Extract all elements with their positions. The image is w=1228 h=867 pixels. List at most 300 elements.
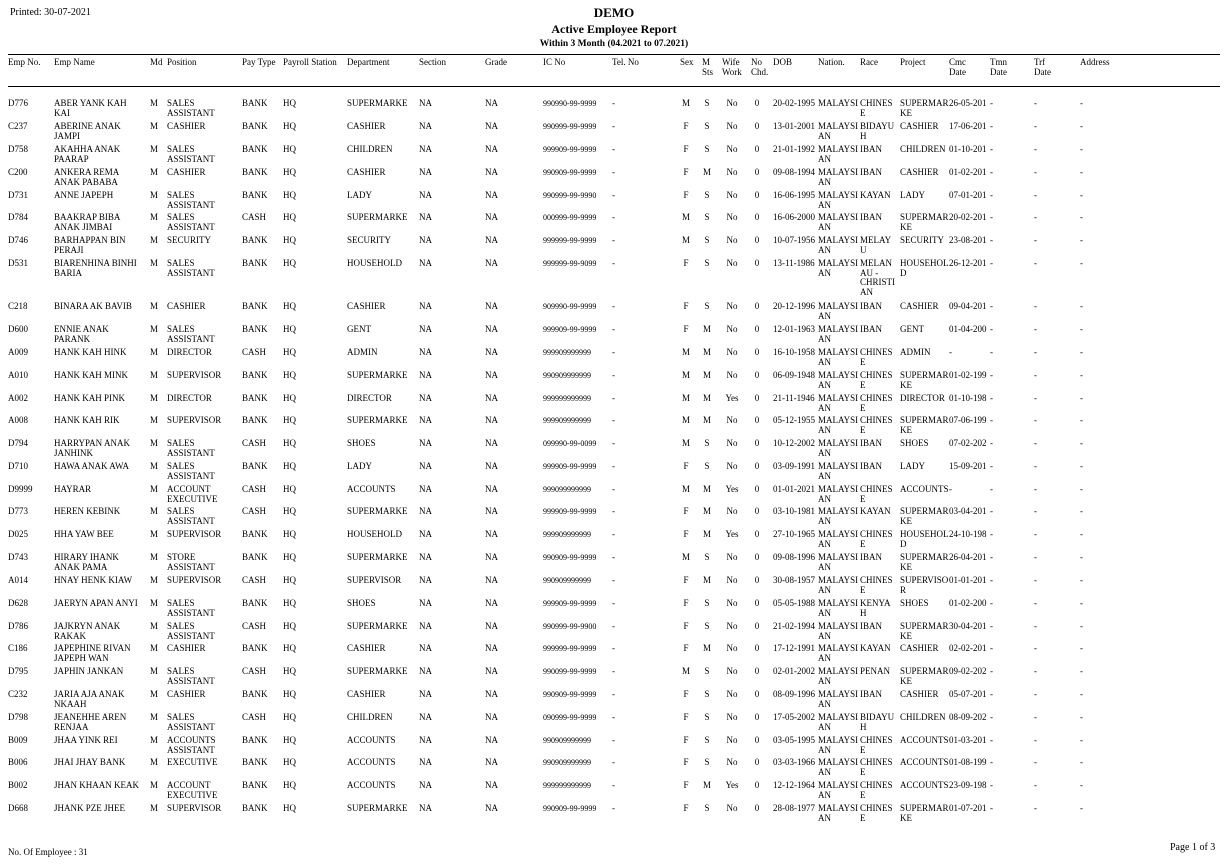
cell-position: SECURITY [167, 235, 212, 245]
cell-tmn-date: - [990, 415, 993, 425]
cell-position: STORE ASSISTANT [167, 552, 215, 572]
cell-cmc-date: 09-02-202 [949, 666, 987, 676]
cell-ic-no: 999909999999 [543, 530, 591, 539]
cell-tmn-date: - [990, 301, 993, 311]
cell-trf-date: - [1034, 712, 1037, 722]
cell-emp-name: ABER YANK KAH KAI [54, 98, 127, 118]
cell-sex: F [683, 621, 689, 631]
cell-project: SUPERMAR KE [900, 370, 949, 390]
cell-address: - [1080, 415, 1083, 425]
cell-m-sts: M [702, 324, 711, 334]
cell-emp-no: D025 [8, 529, 28, 539]
cell-trf-date: - [1034, 235, 1037, 245]
cell-nation: MALAYSI AN [818, 258, 859, 278]
cell-dob: 28-08-1977 [773, 803, 815, 813]
cell-race: CHINES E [860, 575, 893, 595]
cell-project: SUPERMAR KE [900, 621, 949, 641]
cell-m-sts: S [704, 552, 710, 562]
cell-emp-name: JAPEPHINE RIVAN JAPEPH WAN [54, 643, 131, 663]
cell-trf-date: - [1034, 324, 1037, 334]
cell-sex: F [683, 121, 689, 131]
cell-trf-date: - [1034, 370, 1037, 380]
cell-race: CHINES E [860, 415, 893, 435]
cell-address: - [1080, 121, 1083, 131]
cell-m-sts: S [704, 301, 710, 311]
cell-ic-no: 999999999999 [543, 394, 591, 403]
table-row [0, 781, 1228, 803]
cell-tmn-date: - [990, 689, 993, 699]
cell-race: IBAN [860, 552, 882, 562]
column-header-payroll-station: Payroll Station [283, 57, 337, 67]
cell-m-sts: S [704, 757, 710, 767]
cell-pay-type: BANK [242, 190, 268, 200]
cell-pay-type: CASH [242, 438, 267, 448]
cell-md: M [150, 258, 159, 268]
table-row [0, 622, 1228, 644]
cell-grade: NA [485, 621, 498, 631]
cell-section: NA [419, 144, 432, 154]
cell-emp-name: ENNIE ANAK PARANK [54, 324, 109, 344]
table-row [0, 804, 1228, 826]
cell-emp-name: HAYRAR [54, 484, 92, 494]
cell-m-sts: M [702, 529, 711, 539]
cell-emp-name: JHAI JHAY BANK [54, 757, 126, 767]
cell-grade: NA [485, 575, 498, 585]
cell-md: M [150, 301, 159, 311]
cell-position: SALES ASSISTANT [167, 258, 215, 278]
cell-nation: MALAYSI AN [818, 689, 859, 709]
cell-dob: 17-12-1991 [773, 643, 815, 653]
cell-m-sts: M [702, 575, 711, 585]
cell-nation: MALAYSI AN [818, 212, 859, 232]
table-row [0, 690, 1228, 712]
cell-tel-no: - [612, 552, 615, 562]
cell-tmn-date: - [990, 98, 993, 108]
cell-grade: NA [485, 324, 498, 334]
cell-address: - [1080, 484, 1083, 494]
cell-department: HOUSEHOLD [347, 529, 402, 539]
cell-emp-no: D795 [8, 666, 28, 676]
cell-emp-no: D628 [8, 598, 28, 608]
cell-emp-no: D798 [8, 712, 28, 722]
cell-position: SUPERVISOR [167, 803, 222, 813]
cell-md: M [150, 190, 159, 200]
cell-grade: NA [485, 167, 498, 177]
cell-tel-no: - [612, 415, 615, 425]
cell-pay-type: CASH [242, 506, 267, 516]
cell-department: SUPERMARKE [347, 803, 408, 813]
cell-project: SUPERVISO R [900, 575, 949, 595]
cell-tmn-date: - [990, 324, 993, 334]
cell-no-chd: 0 [754, 144, 760, 154]
cell-tel-no: - [612, 190, 615, 200]
cell-emp-name: HANK KAH HINK [54, 347, 127, 357]
cell-grade: NA [485, 415, 498, 425]
cell-position: SUPERVISOR [167, 529, 222, 539]
cell-address: - [1080, 529, 1083, 539]
cell-position: ACCOUNTS ASSISTANT [167, 735, 216, 755]
cell-department: ADMIN [347, 347, 378, 357]
cell-m-sts: S [704, 235, 710, 245]
cell-tel-no: - [612, 666, 615, 676]
cell-trf-date: - [1034, 190, 1037, 200]
cell-no-chd: 0 [754, 552, 760, 562]
cell-section: NA [419, 324, 432, 334]
cell-cmc-date: 09-04-201 [949, 301, 987, 311]
cell-grade: NA [485, 121, 498, 131]
cell-md: M [150, 98, 159, 108]
cell-department: SECURITY [347, 235, 392, 245]
cell-position: SALES ASSISTANT [167, 712, 215, 732]
cell-wife-work: No [726, 144, 738, 154]
cell-m-sts: S [704, 190, 710, 200]
cell-race: IBAN [860, 324, 882, 334]
cell-pay-type: BANK [242, 780, 268, 790]
cell-race: CHINES E [860, 484, 893, 504]
cell-cmc-date: 17-06-201 [949, 121, 987, 131]
cell-race: CHINES E [860, 529, 893, 549]
cell-grade: NA [485, 598, 498, 608]
table-row [0, 736, 1228, 758]
cell-race: BIDAYU H [860, 712, 895, 732]
column-header-ic-no: IC No [543, 57, 566, 67]
cell-position: SALES ASSISTANT [167, 621, 215, 641]
cell-race: IBAN [860, 144, 882, 154]
cell-trf-date: - [1034, 506, 1037, 516]
cell-address: - [1080, 370, 1083, 380]
cell-position: SUPERVISOR [167, 370, 222, 380]
cell-sex: F [683, 167, 689, 177]
cell-nation: MALAYSI AN [818, 415, 859, 435]
cell-wife-work: Yes [725, 484, 739, 494]
cell-m-sts: M [702, 415, 711, 425]
column-header-emp-no: Emp No. [8, 57, 41, 67]
cell-payroll-station: HQ [283, 735, 296, 745]
table-row [0, 145, 1228, 167]
cell-tmn-date: - [990, 643, 993, 653]
cell-ic-no: 999909999999 [543, 416, 591, 425]
cell-payroll-station: HQ [283, 370, 296, 380]
cell-pay-type: BANK [242, 98, 268, 108]
report-subtitle: Within 3 Month (04.2021 to 07.2021) [539, 39, 689, 49]
column-header-sex: Sex [680, 57, 694, 67]
cell-dob: 09-08-1994 [773, 167, 815, 177]
cell-dob: 12-01-1963 [773, 324, 815, 334]
cell-no-chd: 0 [754, 506, 760, 516]
cell-section: NA [419, 370, 432, 380]
cell-race: IBAN [860, 212, 882, 222]
cell-cmc-date: 20-02-201 [949, 212, 987, 222]
cell-pay-type: BANK [242, 324, 268, 334]
cell-project: ACCOUNTS [900, 757, 949, 767]
cell-wife-work: No [726, 438, 738, 448]
cell-ic-no: 099990-99-0099 [543, 439, 597, 448]
cell-m-sts: M [702, 780, 711, 790]
cell-section: NA [419, 735, 432, 745]
cell-cmc-date: 01-10-201 [949, 144, 987, 154]
cell-project: CASHIER [900, 643, 939, 653]
cell-dob: 13-11-1986 [773, 258, 815, 268]
cell-dob: 08-09-1996 [773, 689, 815, 699]
cell-department: SUPERMARKE [347, 552, 408, 562]
cell-emp-no: D773 [8, 506, 28, 516]
cell-emp-no: D531 [8, 258, 28, 268]
cell-position: SALES ASSISTANT [167, 190, 215, 210]
cell-payroll-station: HQ [283, 98, 296, 108]
cell-address: - [1080, 167, 1083, 177]
cell-cmc-date: 01-01-201 [949, 575, 987, 585]
cell-emp-no: D600 [8, 324, 28, 334]
cell-wife-work: No [726, 190, 738, 200]
cell-section: NA [419, 803, 432, 813]
cell-md: M [150, 438, 159, 448]
cell-tmn-date: - [990, 621, 993, 631]
cell-race: CHINES E [860, 347, 893, 367]
cell-pay-type: BANK [242, 529, 268, 539]
cell-ic-no: 990999-99-9999 [543, 122, 597, 131]
cell-trf-date: - [1034, 643, 1037, 653]
cell-emp-name: HNAY HENK KIAW [54, 575, 133, 585]
cell-race: IBAN [860, 301, 882, 311]
cell-emp-name: JHAN KHAAN KEAK [54, 780, 139, 790]
column-header-nation: Nation. [818, 57, 845, 67]
cell-ic-no: 990909999999 [543, 576, 591, 585]
cell-dob: 30-08-1957 [773, 575, 815, 585]
cell-payroll-station: HQ [283, 621, 296, 631]
cell-project: ACCOUNTS [900, 735, 949, 745]
cell-tmn-date: - [990, 780, 993, 790]
cell-department: SUPERMARKE [347, 621, 408, 631]
cell-tmn-date: - [990, 666, 993, 676]
table-row [0, 644, 1228, 666]
cell-department: SHOES [347, 438, 376, 448]
cell-section: NA [419, 757, 432, 767]
cell-pay-type: BANK [242, 598, 268, 608]
cell-tel-no: - [612, 643, 615, 653]
cell-wife-work: Yes [725, 529, 739, 539]
cell-address: - [1080, 712, 1083, 722]
cell-section: NA [419, 552, 432, 562]
cell-project: SUPERMAR KE [900, 212, 949, 232]
cell-address: - [1080, 98, 1083, 108]
cell-dob: 17-05-2002 [773, 712, 815, 722]
cell-address: - [1080, 235, 1083, 245]
table-row [0, 485, 1228, 507]
cell-m-sts: M [702, 347, 711, 357]
cell-section: NA [419, 689, 432, 699]
cell-sex: F [683, 712, 689, 722]
table-row [0, 439, 1228, 461]
cell-wife-work: No [726, 347, 738, 357]
cell-nation: MALAYSI [818, 98, 859, 108]
cell-nation: MALAYSI AN [818, 393, 859, 413]
cell-cmc-date: 23-08-201 [949, 235, 987, 245]
cell-position: SALES ASSISTANT [167, 666, 215, 686]
cell-m-sts: M [702, 484, 711, 494]
table-row [0, 168, 1228, 190]
cell-grade: NA [485, 393, 498, 403]
cell-ic-no: 999999-99-9999 [543, 644, 597, 653]
cell-payroll-station: HQ [283, 461, 296, 471]
cell-wife-work: No [726, 666, 738, 676]
column-header-cmc-date: Cmc Date [949, 57, 966, 77]
cell-cmc-date: 26-05-201 [949, 98, 987, 108]
cell-ic-no: 999999-99-9099 [543, 259, 597, 268]
cell-emp-name: ANNE JAPEPH [54, 190, 114, 200]
cell-department: SHOES [347, 598, 376, 608]
cell-project: ACCOUNTS [900, 484, 949, 494]
column-header-project: Project [900, 57, 926, 67]
cell-cmc-date: 08-09-202 [949, 712, 987, 722]
cell-race: BIDAYU H [860, 121, 895, 141]
cell-ic-no: 990999-99-9990 [543, 191, 597, 200]
cell-race: CHINES E [860, 98, 893, 118]
cell-section: NA [419, 461, 432, 471]
cell-emp-no: C237 [8, 121, 28, 131]
cell-dob: 16-06-2000 [773, 212, 815, 222]
cell-trf-date: - [1034, 438, 1037, 448]
cell-race: KAYAN [860, 643, 891, 653]
cell-section: NA [419, 301, 432, 311]
cell-no-chd: 0 [754, 438, 760, 448]
cell-project: HOUSEHOL D [900, 258, 949, 278]
cell-payroll-station: HQ [283, 415, 296, 425]
cell-race: CHINES E [860, 780, 893, 800]
cell-cmc-date: 03-04-201 [949, 506, 987, 516]
cell-wife-work: No [726, 506, 738, 516]
cell-sex: M [681, 438, 690, 448]
cell-tel-no: - [612, 689, 615, 699]
cell-payroll-station: HQ [283, 324, 296, 334]
cell-dob: 09-08-1996 [773, 552, 815, 562]
cell-trf-date: - [1034, 98, 1037, 108]
cell-md: M [150, 121, 159, 131]
cell-grade: NA [485, 212, 498, 222]
cell-position: SUPERVISOR [167, 415, 222, 425]
cell-address: - [1080, 666, 1083, 676]
cell-md: M [150, 757, 159, 767]
cell-section: NA [419, 598, 432, 608]
cell-ic-no: 990990-99-9999 [543, 99, 597, 108]
cell-department: SUPERMARKE [347, 415, 408, 425]
cell-pay-type: BANK [242, 370, 268, 380]
cell-section: NA [419, 98, 432, 108]
cell-payroll-station: HQ [283, 666, 296, 676]
cell-pay-type: CASH [242, 712, 267, 722]
cell-section: NA [419, 190, 432, 200]
cell-tel-no: - [612, 757, 615, 767]
cell-nation: MALAYSI AN [818, 735, 859, 755]
cell-emp-no: A014 [8, 575, 28, 585]
cell-sex: F [683, 575, 689, 585]
cell-project: SHOES [900, 438, 929, 448]
cell-tel-no: - [612, 393, 615, 403]
cell-md: M [150, 144, 159, 154]
cell-tel-no: - [612, 575, 615, 585]
cell-sex: F [683, 506, 689, 516]
cell-wife-work: No [726, 301, 738, 311]
cell-nation: MALAYSI AN [818, 757, 859, 777]
cell-project: DIRECTOR [900, 393, 945, 403]
cell-ic-no: 990909-99-9999 [543, 168, 597, 177]
cell-pay-type: BANK [242, 301, 268, 311]
cell-m-sts: M [702, 393, 711, 403]
column-header-tmn-date: Tmn Date [990, 57, 1007, 77]
cell-payroll-station: HQ [283, 780, 296, 790]
cell-position: CASHIER [167, 301, 206, 311]
cell-ic-no: 090999-99-9999 [543, 713, 597, 722]
cell-section: NA [419, 484, 432, 494]
cell-emp-name: JHAA YINK REI [54, 735, 118, 745]
cell-payroll-station: HQ [283, 552, 296, 562]
cell-m-sts: M [702, 167, 711, 177]
cell-pay-type: BANK [242, 235, 268, 245]
cell-wife-work: No [726, 370, 738, 380]
cell-address: - [1080, 506, 1083, 516]
cell-nation: MALAYSI AN [818, 643, 859, 663]
cell-payroll-station: HQ [283, 347, 296, 357]
cell-address: - [1080, 324, 1083, 334]
cell-md: M [150, 529, 159, 539]
cell-emp-name: BARHAPPAN BIN PERAJI [54, 235, 126, 255]
cell-tmn-date: - [990, 347, 993, 357]
cell-project: CHILDREN [900, 144, 946, 154]
cell-sex: F [683, 324, 689, 334]
column-header-m-sts: M Sts [702, 57, 714, 77]
cell-grade: NA [485, 552, 498, 562]
cell-ic-no: 990909-99-9999 [543, 690, 597, 699]
cell-emp-name: HEREN KEBINK [54, 506, 121, 516]
cell-section: NA [419, 529, 432, 539]
cell-cmc-date: 07-06-199 [949, 415, 987, 425]
cell-emp-no: D731 [8, 190, 28, 200]
cell-department: SUPERMARKE [347, 666, 408, 676]
cell-position: CASHIER [167, 167, 206, 177]
table-row [0, 122, 1228, 144]
cell-section: NA [419, 258, 432, 268]
cell-trf-date: - [1034, 757, 1037, 767]
cell-no-chd: 0 [754, 121, 760, 131]
table-row [0, 713, 1228, 735]
cell-no-chd: 0 [754, 258, 760, 268]
cell-address: - [1080, 803, 1083, 813]
cell-payroll-station: HQ [283, 689, 296, 699]
cell-emp-name: AKAHHA ANAK PAARAP [54, 144, 121, 164]
cell-payroll-station: HQ [283, 575, 296, 585]
table-row [0, 507, 1228, 529]
cell-md: M [150, 689, 159, 699]
cell-emp-name: HANK KAH PINK [54, 393, 125, 403]
cell-emp-name: ANKERA REMA ANAK PABABA [54, 167, 120, 187]
cell-payroll-station: HQ [283, 438, 296, 448]
cell-trf-date: - [1034, 598, 1037, 608]
cell-cmc-date: 26-12-201 [949, 258, 987, 268]
cell-pay-type: BANK [242, 735, 268, 745]
cell-emp-no: B002 [8, 780, 28, 790]
cell-emp-no: C186 [8, 643, 28, 653]
cell-tmn-date: - [990, 575, 993, 585]
cell-emp-no: A008 [8, 415, 28, 425]
cell-tmn-date: - [990, 484, 993, 494]
cell-emp-name: JEANEHHE AREN RENJAA [54, 712, 127, 732]
cell-payroll-station: HQ [283, 190, 296, 200]
table-row [0, 348, 1228, 370]
cell-sex: M [681, 415, 690, 425]
cell-trf-date: - [1034, 484, 1037, 494]
cell-department: DIRECTOR [347, 393, 392, 403]
cell-position: DIRECTOR [167, 347, 212, 357]
cell-project: SUPERMAR KE [900, 415, 949, 435]
